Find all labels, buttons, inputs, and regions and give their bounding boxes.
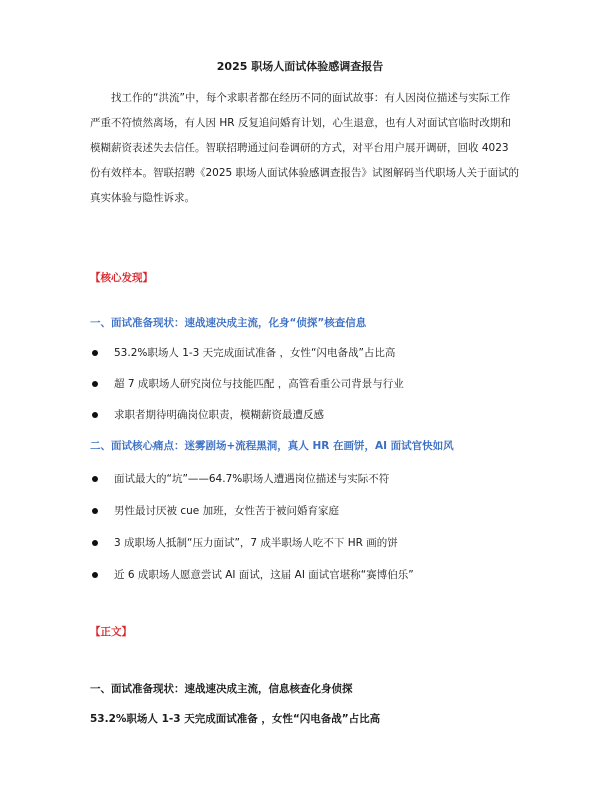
list-item — [90, 535, 398, 550]
list-item — [90, 407, 324, 422]
bullet-icon — [92, 381, 98, 387]
bullet-icon — [92, 412, 98, 418]
list-item — [90, 503, 339, 518]
list-item-text: 面试最大的“坑”——64.7%职场人遭遇岗位描述与实际不符 — [114, 473, 390, 485]
section2-heading: 二、面试核心痛点：迷雾剧场+流程黑洞，真人 HR 在画饼，AI 面试官快如风 — [90, 440, 454, 452]
list-item — [90, 376, 404, 391]
body-subheading: 53.2%职场人 1-3 天完成面试准备 ，女性“闪电备战”占比高 — [90, 713, 381, 725]
list-item-text: 男性最讨厌被 cue 加班，女性苦于被问婚育家庭 — [114, 505, 340, 517]
body-tag: 【正文】 — [90, 626, 132, 638]
list-item-text: 53.2%职场人 1-3 天完成面试准备 ，女性“闪电备战”占比高 — [114, 347, 396, 359]
bullet-icon — [92, 572, 98, 578]
list-item-text: 近 6 成职场人愿意尝试 AI 面试，这届 AI 面试官堪称“赛博伯乐” — [114, 569, 414, 581]
list-item — [90, 471, 389, 486]
bullet-icon — [92, 350, 98, 356]
bullet-icon — [92, 476, 98, 482]
section1-heading: 一、面试准备现状：速战速决成主流，化身“侦探”核查信息 — [90, 317, 367, 329]
bullet-icon — [92, 540, 98, 546]
bullet-icon — [92, 508, 98, 514]
intro-paragraph: 找工作的“洪流”中，每个求职者都在经历不同的面试故事：有人因岗位描述与实际工作严重不符愤然离场，有人因 HR 反复追问婚育计划，心生退意，也有人对面试官临时改期和模糊薪资表述失去信任。智联招聘通过问卷调研的方式，对平台用户展开调研，回收 4023 份有效样本。智联招聘《2025 职场人面试体验感调查报告》试图解码当代职场人关于面试的真实体验与隐性诉求。 — [90, 92, 520, 204]
list-item-text: 3 成职场人抵制“压力面试”，7 成半职场人吃不下 HR 画的饼 — [114, 537, 398, 549]
list-item — [90, 345, 395, 360]
core-findings-tag: 【核心发现】 — [90, 272, 153, 284]
report-title: 2025 职场人面试体验感调查报告 — [216, 60, 384, 73]
list-item — [90, 567, 414, 582]
body-section-heading: 一、面试准备现状：速战速决成主流，信息核查化身侦探 — [90, 683, 353, 695]
list-item-text: 超 7 成职场人研究岗位与技能匹配 ，高管看重公司背景与行业 — [114, 378, 404, 390]
list-item-text: 求职者期待明确岗位职责，模糊薪资最遭反感 — [114, 409, 324, 421]
